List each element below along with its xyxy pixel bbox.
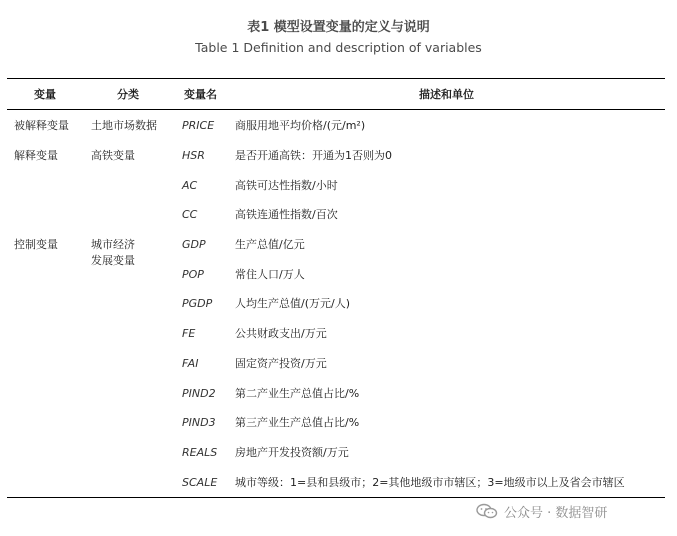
row-category: 控制变量 — [14, 238, 58, 251]
row-var: SCALE — [182, 476, 218, 489]
row-var: GDP — [182, 238, 206, 251]
row-var: PIND3 — [182, 416, 216, 429]
row-desc: 固定资产投资/万元 — [235, 357, 327, 370]
header-var-name: 变量名 — [184, 88, 217, 101]
row-class: 城市经济 — [91, 238, 135, 251]
row-desc: 常住人口/万人 — [235, 268, 305, 281]
row-desc: 第三产业生产总值占比/% — [235, 416, 360, 429]
row-var: FAI — [182, 357, 199, 370]
header-class: 分类 — [117, 88, 139, 101]
row-desc: 房地产开发投资额/万元 — [235, 446, 349, 459]
row-desc: 公共财政支出/万元 — [235, 327, 327, 340]
wechat-icon — [476, 503, 498, 519]
row-category: 解释变量 — [14, 149, 58, 162]
row-desc: 生产总值/亿元 — [235, 238, 305, 251]
row-var: AC — [182, 179, 198, 192]
row-var: FE — [182, 327, 196, 340]
top-rule — [7, 78, 665, 79]
row-class: 土地市场数据 — [91, 119, 157, 132]
row-desc: 城市等级：1=县和县级市；2=其他地级市市辖区；3=地级市以上及省会市辖区 — [235, 476, 625, 489]
row-var: CC — [182, 208, 198, 221]
table-title-zh: 表1 模型设置变量的定义与说明 — [247, 20, 430, 35]
row-var: PGDP — [182, 297, 213, 310]
row-var: PRICE — [182, 119, 215, 132]
bottom-rule — [7, 497, 665, 498]
row-desc: 人均生产总值/(万元/人) — [235, 297, 350, 310]
header-variable: 变量 — [34, 88, 56, 101]
row-var: PIND2 — [182, 387, 216, 400]
row-desc: 是否开通高铁：开通为1否则为0 — [235, 149, 392, 162]
row-var: POP — [182, 268, 204, 281]
row-var: REALS — [182, 446, 218, 459]
table-title-en: Table 1 Definition and description of variables — [195, 40, 482, 55]
row-class-line2: 发展变量 — [91, 254, 135, 267]
row-desc: 高铁连通性指数/百次 — [235, 208, 338, 221]
row-desc: 高铁可达性指数/小时 — [235, 179, 338, 192]
header-description: 描述和单位 — [419, 88, 474, 101]
row-var: HSR — [182, 149, 205, 162]
header-rule — [7, 109, 665, 110]
watermark-text: 公众号 · 数据智研 — [504, 505, 608, 521]
row-desc: 商服用地平均价格/(元/m²) — [235, 119, 366, 132]
row-class: 高铁变量 — [91, 149, 135, 162]
watermark — [476, 500, 607, 522]
row-desc: 第二产业生产总值占比/% — [235, 387, 360, 400]
row-category: 被解释变量 — [14, 119, 69, 132]
